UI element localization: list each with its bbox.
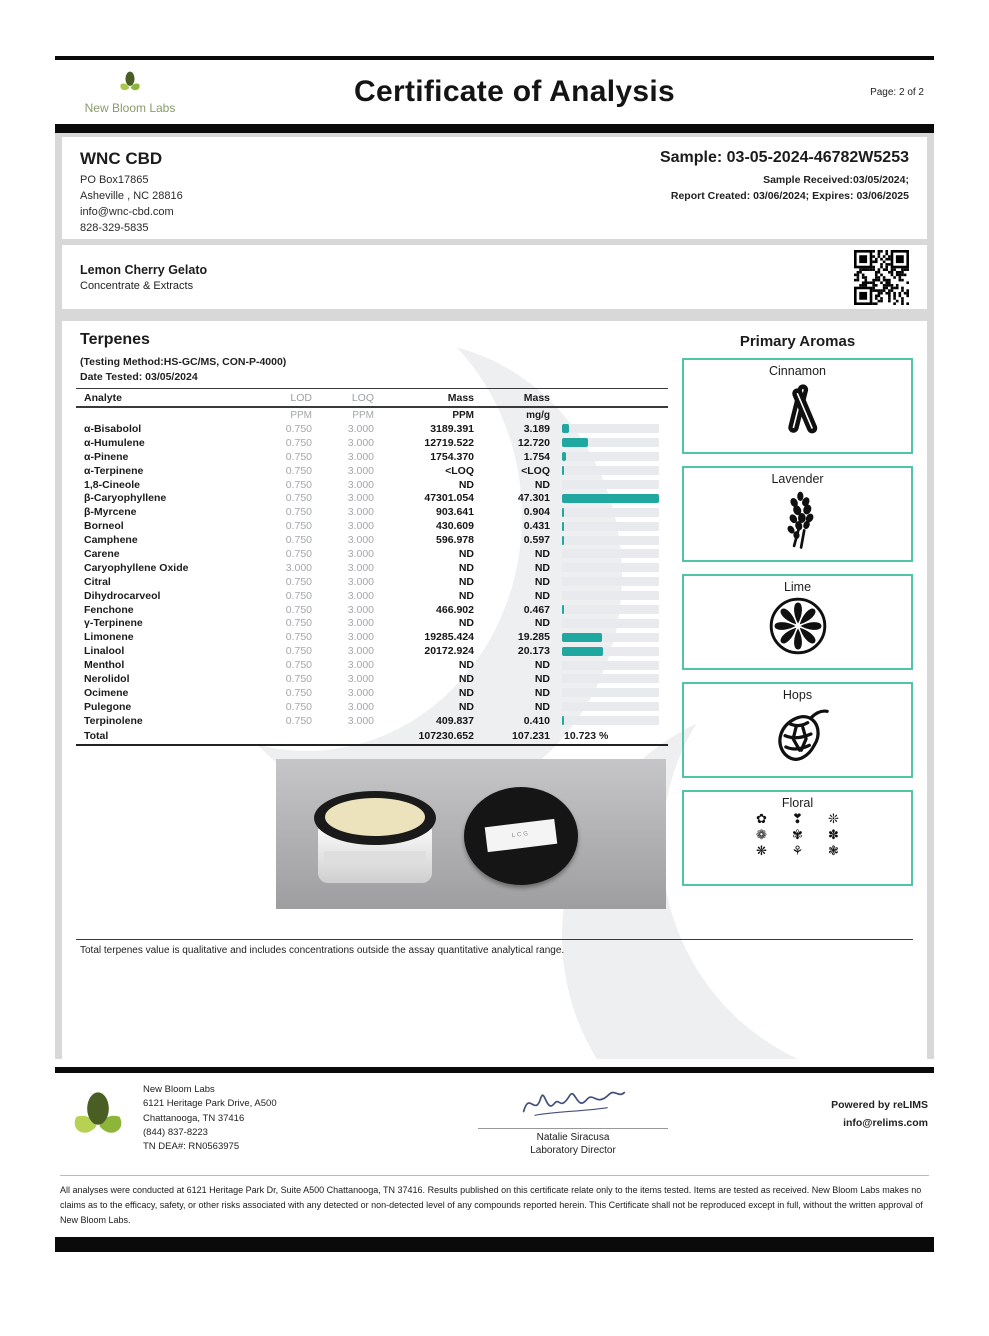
table-header [76, 388, 668, 408]
bar-track [562, 633, 659, 642]
document-header [55, 60, 934, 124]
product-name: Lemon Cherry Gelato [80, 262, 208, 277]
table-row: Nerolidol 0.750 3.000 ND ND [76, 672, 668, 686]
table-row: Citral 0.750 3.000 ND ND [76, 575, 668, 589]
client-name: WNC CBD [80, 149, 163, 168]
powered-by [668, 1097, 934, 1133]
signatory-title: Laboratory Director [530, 1145, 616, 1156]
aroma-label: Hops [782, 688, 813, 702]
bar-fill [562, 522, 564, 531]
bar-fill [562, 452, 566, 461]
flower-glyph-icon: ⚘ [791, 843, 804, 858]
footer [55, 1073, 934, 1165]
floral-icon [684, 811, 911, 858]
testing-method: (Testing Method:HS-GC/MS, CON-P-4000) [80, 356, 287, 368]
bar-track [562, 661, 659, 670]
lime-icon [767, 595, 829, 657]
table-units-row [76, 408, 668, 422]
bar-track [562, 466, 659, 475]
cinnamon-icon [765, 379, 831, 443]
bar-track [562, 522, 659, 531]
client-info [80, 149, 183, 234]
flower-glyph-icon: ❃ [828, 843, 839, 858]
aroma-box-lime [682, 574, 913, 670]
col-mass-ppm: Mass [447, 391, 474, 404]
bar-track [562, 494, 659, 503]
table-row: α-Terpinene 0.750 3.000 <LOQ <LOQ [76, 464, 668, 478]
bar-fill [562, 605, 564, 614]
table-row: Ocimene 0.750 3.000 ND ND [76, 686, 668, 700]
bar-track [562, 536, 659, 545]
terpene-rows [76, 422, 668, 728]
table-row: Carene 0.750 3.000 ND ND [76, 547, 668, 561]
bar-fill [562, 494, 659, 503]
sample-info [660, 149, 909, 227]
flower-glyph-icon: ✽ [828, 827, 839, 842]
bar-track [562, 674, 659, 683]
flower-glyph-icon: ✾ [792, 827, 803, 842]
flower-glyph-icon: ❊ [828, 811, 839, 826]
table-total-row [76, 728, 668, 746]
product-panel [62, 245, 927, 309]
lab-address1: 6121 Heritage Park Drive, A500 [143, 1098, 277, 1110]
aroma-box-hops [682, 682, 913, 778]
col-lod: LOD [290, 391, 312, 404]
unit-mass-ppm: PPM [452, 409, 474, 421]
primary-aromas-title: Primary Aromas [739, 333, 856, 350]
table-row: β-Myrcene 0.750 3.000 903.641 0.904 [76, 505, 668, 519]
bar-track [562, 716, 659, 725]
report-dates: Report Created: 03/06/2024; Expires: 03/06/2025 [670, 190, 909, 203]
table-footnote: Total terpenes value is qualitative and includes concentrations outside the assay quantitative analytical range. [76, 939, 913, 956]
photo-jar [314, 791, 436, 883]
table-row: Limonene 0.750 3.000 19285.424 19.285 [76, 630, 668, 644]
total-label: Total [84, 729, 109, 742]
table-row: Borneol 0.750 3.000 430.609 0.431 [76, 519, 668, 533]
aroma-box-lavender [682, 466, 913, 562]
photo-lid-label: LCG [485, 818, 558, 851]
document-title: Certificate of Analysis [354, 75, 675, 108]
total-ppm: 107230.652 [418, 729, 474, 742]
primary-aromas-section [682, 329, 913, 909]
bar-fill [562, 466, 564, 475]
signature-block [478, 1083, 668, 1156]
hops-icon [764, 703, 832, 765]
product-info [80, 263, 207, 292]
col-mass-mgg: Mass [523, 391, 550, 404]
date-tested: Date Tested: 03/05/2024 [80, 371, 198, 383]
aroma-box-floral [682, 790, 913, 886]
product-photo [276, 759, 666, 909]
bar-fill [562, 424, 569, 433]
table-row: Pulegone 0.750 3.000 ND ND [76, 700, 668, 714]
sample-id: Sample: 03-05-2024-46782W5253 [659, 149, 909, 166]
table-row: α-Bisabolol 0.750 3.000 3189.391 3.189 [76, 422, 668, 436]
bar-fill [562, 438, 588, 447]
bar-track [562, 563, 659, 572]
client-email: info@wnc-cbd.com [80, 205, 174, 218]
terpenes-section [76, 329, 668, 909]
flower-glyph-icon: ❣ [792, 811, 803, 826]
terpenes-panel [62, 321, 927, 1059]
bar-track [562, 508, 659, 517]
content-area [55, 133, 934, 1059]
bar-track [562, 688, 659, 697]
client-phone: 828-329-5835 [80, 221, 149, 234]
bar-fill [562, 536, 564, 545]
bar-track [562, 577, 659, 586]
header-rule [55, 124, 934, 133]
total-mgg: 107.231 [512, 729, 550, 742]
aroma-label: Cinnamon [769, 364, 826, 378]
table-row: Terpinolene 0.750 3.000 409.837 0.410 [76, 714, 668, 728]
terpenes-title: Terpenes [80, 331, 150, 348]
aroma-box-cinnamon [682, 358, 913, 454]
bar-track [562, 702, 659, 711]
bottom-rule [55, 1237, 934, 1252]
lab-phone: (844) 837-8223 [143, 1126, 208, 1138]
total-percent: 10.723 % [564, 729, 609, 742]
lab-dea: TN DEA#: RN0563975 [143, 1141, 240, 1152]
disclaimer-text: All analyses were conducted at 6121 Heritage Park Dr, Suite A500 Chattanooga, TN 37416. Results published on this certificate relate only to the items tested. Items are tested as received. New Bloom Labs makes no claims as to the efficacy, safety, or other risks associated with any detected or non-detected level of any compounds reported herein. This Certificate shall not be reproduced except in full, without the written approval of New Bloom Labs. [60, 1175, 929, 1228]
page-number: Page: 2 of 2 [870, 86, 924, 98]
powered-by-line: Powered by reLIMS [831, 1099, 928, 1111]
table-row: α-Humulene 0.750 3.000 12719.522 12.720 [76, 436, 668, 450]
bar-track [562, 605, 659, 614]
flower-logo-icon [71, 1087, 125, 1141]
qr-code [854, 250, 909, 305]
client-address-line: Asheville , NC 28816 [80, 189, 183, 202]
aroma-label: Lavender [771, 472, 824, 486]
lab-address2: Chattanooga, TN 37416 [143, 1112, 245, 1124]
lab-logo [65, 69, 195, 115]
bar-fill [562, 647, 603, 656]
signatory-name: Natalie Siracusa [478, 1128, 668, 1143]
table-row: Caryophyllene Oxide 3.000 3.000 ND ND [76, 561, 668, 575]
table-row: β-Caryophyllene 0.750 3.000 47301.054 47.301 [76, 491, 668, 505]
lab-logo-text: New Bloom Labs [84, 101, 176, 115]
sample-received: Sample Received:03/05/2024; [763, 174, 909, 186]
powered-by-email: info@relims.com [843, 1116, 928, 1129]
client-address-line: PO Box17865 [80, 174, 149, 186]
col-analyte: Analyte [84, 391, 122, 404]
table-row: γ-Terpinene 0.750 3.000 ND ND [76, 616, 668, 630]
bar-track [562, 549, 659, 558]
aroma-label: Lime [783, 580, 812, 594]
product-category: Concentrate & Extracts [80, 279, 194, 292]
footer-logo [55, 1083, 143, 1146]
table-row: Fenchone 0.750 3.000 466.902 0.467 [76, 603, 668, 617]
bar-track [562, 647, 659, 656]
bar-track [562, 591, 659, 600]
aroma-label: Floral [781, 796, 814, 810]
bar-fill [562, 633, 602, 642]
client-sample-panel [62, 137, 927, 239]
flower-glyph-icon: ❁ [756, 827, 767, 842]
lab-name: New Bloom Labs [143, 1084, 215, 1095]
table-row: Camphene 0.750 3.000 596.978 0.597 [76, 533, 668, 547]
flower-glyph-icon: ✿ [756, 811, 767, 826]
bar-track [562, 438, 659, 447]
bar-fill [562, 716, 564, 725]
bar-track [562, 480, 659, 489]
unit-mass-mgg: mg/g [526, 409, 550, 421]
leaf-logo-icon [117, 69, 143, 95]
lavender-icon [767, 487, 829, 549]
bar-track [562, 424, 659, 433]
table-row: α-Pinene 0.750 3.000 1754.370 1.754 [76, 450, 668, 464]
bar-track [562, 619, 659, 628]
flower-glyph-icon: ❋ [756, 843, 767, 858]
photo-lid [464, 787, 578, 885]
table-row: Linalool 0.750 3.000 20172.924 20.173 [76, 644, 668, 658]
table-row: Dihydrocarveol 0.750 3.000 ND ND [76, 589, 668, 603]
signature [513, 1083, 633, 1121]
table-row: 1,8-Cineole 0.750 3.000 ND ND [76, 478, 668, 492]
bar-track [562, 452, 659, 461]
col-loq: LOQ [351, 391, 374, 404]
lab-address-block [143, 1083, 358, 1154]
unit-loq: PPM [352, 409, 374, 421]
bar-fill [562, 508, 564, 517]
unit-lod: PPM [290, 409, 312, 421]
table-row: Menthol 0.750 3.000 ND ND [76, 658, 668, 672]
